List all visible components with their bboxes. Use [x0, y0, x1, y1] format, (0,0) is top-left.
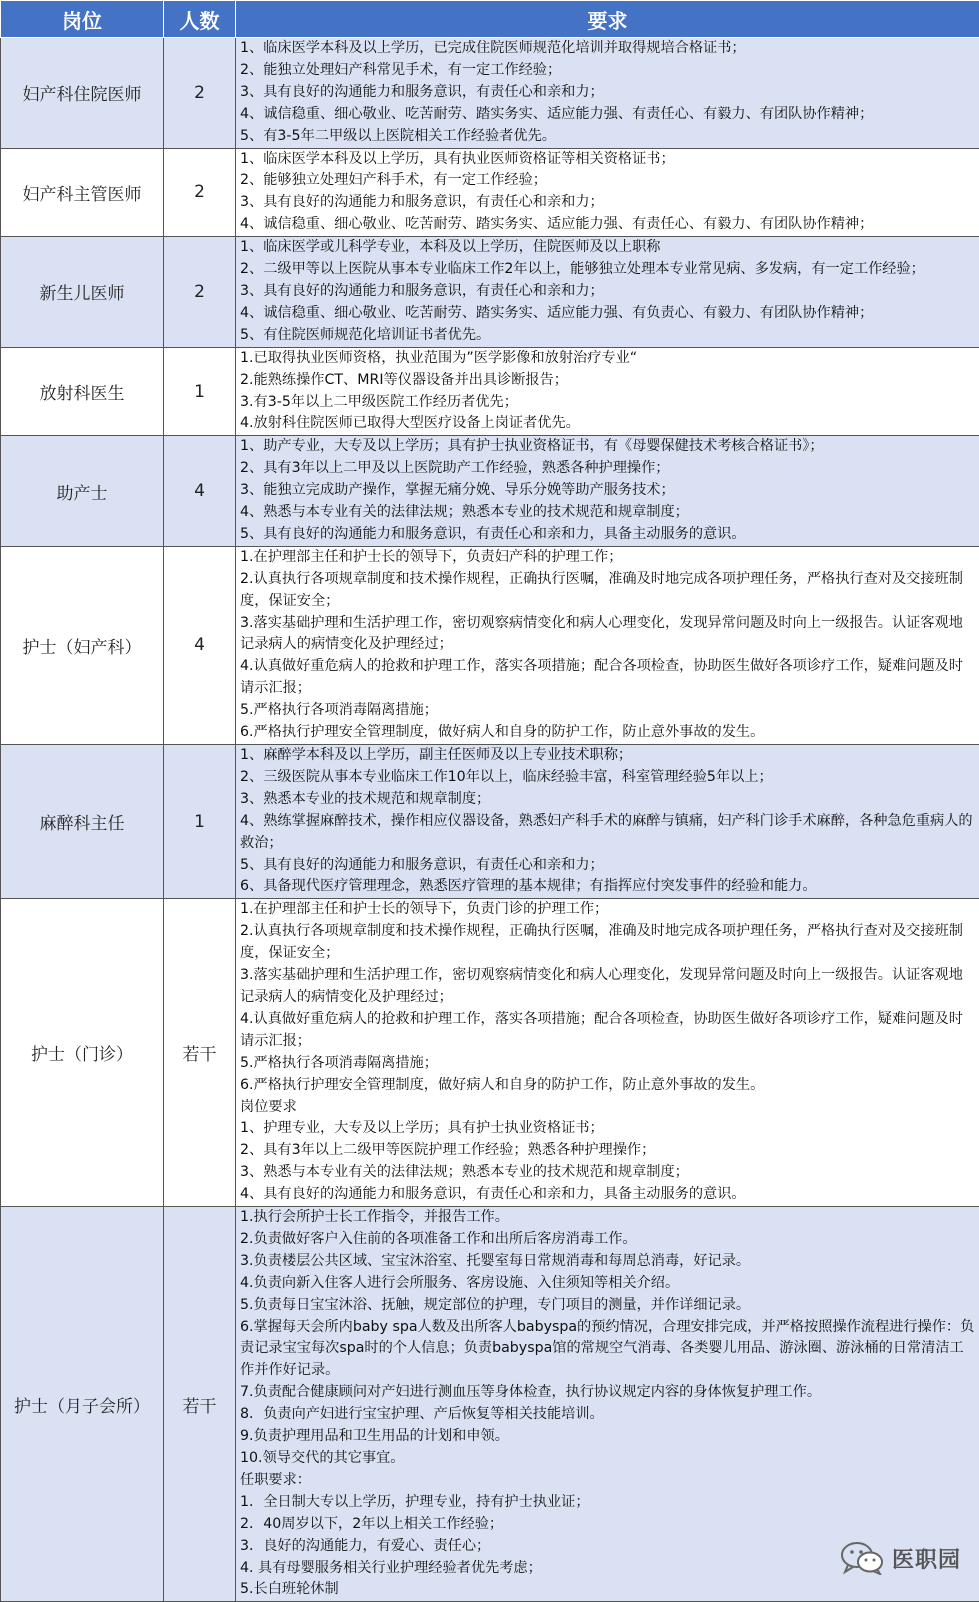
requirement-line: 3、熟悉本专业的技术规范和规章制度； [240, 789, 976, 811]
count-cell: 4 [164, 546, 236, 744]
requirement-line: 3.负责楼层公共区域、宝宝沐浴室、托婴室每日常规消毒和每周总消毒，好记录。 [240, 1251, 976, 1273]
requirement-line: 4、熟悉与本专业有关的法律法规；熟悉本专业的技术规范和规章制度； [240, 502, 976, 524]
requirement-line: 5.负责每日宝宝沐浴、抚触，规定部位的护理，专门项目的测量，并作详细记录。 [240, 1295, 976, 1317]
requirements-cell [236, 546, 979, 744]
requirement-line: 5.严格执行各项消毒隔离措施； [240, 700, 976, 722]
table-row [1, 38, 979, 149]
requirements-cell [236, 148, 979, 237]
requirements-cell [236, 436, 979, 547]
count-cell: 1 [164, 347, 236, 436]
requirement-line: 8．负责向产妇进行宝宝护理、产后恢复等相关技能培训。 [240, 1404, 976, 1426]
requirement-line: 4.认真做好重危病人的抢救和护理工作，落实各项措施；配合各项检查，协助医生做好各项诊疗工作，疑难问题及时请示汇报； [240, 1009, 976, 1053]
table-row [1, 148, 979, 237]
requirement-line: 4、诚信稳重、细心敬业、吃苦耐劳、踏实务实、适应能力强、有负责心、有毅力、有团队协作精神； [240, 303, 976, 325]
requirement-line: 6、具备现代医疗管理理念，熟悉医疗管理的基本规律；有指挥应付突发事件的经验和能力。 [240, 876, 976, 898]
requirement-line: 6.严格执行护理安全管理制度，做好病人和自身的防护工作，防止意外事故的发生。 [240, 722, 976, 744]
requirement-line: 1、临床医学本科及以上学历，具有执业医师资格证等相关资格证书； [240, 149, 976, 171]
header-row [1, 1, 979, 38]
requirement-line: 4.认真做好重危病人的抢救和护理工作，落实各项措施；配合各项检查，协助医生做好各项诊疗工作，疑难问题及时请示汇报； [240, 656, 976, 700]
table-row [1, 436, 979, 547]
watermark-text: 医职园 [892, 1543, 961, 1574]
count-cell: 2 [164, 38, 236, 149]
requirement-line: 5、有3-5年二甲级以上医院相关工作经验者优先。 [240, 126, 976, 148]
requirement-line: 2.能熟练操作CT、MRI等仪器设备并出具诊断报告； [240, 370, 976, 392]
requirement-line: 2、具有3年以上二甲及以上医院助产工作经验，熟悉各种护理操作； [240, 458, 976, 480]
requirement-line: 任职要求： [240, 1470, 976, 1492]
table-row [1, 899, 979, 1207]
requirement-line: 4.放射科住院医师已取得大型医疗设备上岗证者优先。 [240, 413, 976, 435]
position-cell: 助产士 [1, 436, 164, 547]
requirement-line: 4. 具有母婴服务相关行业护理经验者优先考虑； [240, 1558, 976, 1580]
position-cell: 护士（妇产科） [1, 546, 164, 744]
requirement-line: 1、临床医学或儿科学专业，本科及以上学历，住院医师及以上职称 [240, 237, 976, 259]
requirement-line: 2.认真执行各项规章制度和技术操作规程，正确执行医嘱，准确及时地完成各项护理任务，严格执行查对及交接班制度，保证安全； [240, 569, 976, 613]
requirement-line: 2、二级甲等以上医院从事本专业临床工作2年以上，能够独立处理本专业常见病、多发病，有一定工作经验； [240, 259, 976, 281]
requirement-line: 4、具有良好的沟通能力和服务意识，有责任心和亲和力，具备主动服务的意识。 [240, 1184, 976, 1206]
wechat-icon [840, 1541, 886, 1575]
count-cell: 2 [164, 148, 236, 237]
watermark [840, 1541, 961, 1575]
requirement-line: 5、有住院医师规范化培训证书者优先。 [240, 325, 976, 347]
requirements-cell [236, 899, 979, 1207]
header-position: 岗位 [1, 1, 164, 38]
requirement-line: 4、诚信稳重、细心敬业、吃苦耐劳、踏实务实、适应能力强、有责任心、有毅力、有团队协作精神； [240, 104, 976, 126]
requirement-line: 4、诚信稳重、细心敬业、吃苦耐劳、踏实务实、适应能力强、有责任心、有毅力、有团队协作精神； [240, 214, 976, 236]
requirement-line: 5、具有良好的沟通能力和服务意识，有责任心和亲和力； [240, 855, 976, 877]
requirement-line: 1.已取得执业医师资格，执业范围为”医学影像和放射治疗专业“ [240, 348, 976, 370]
requirement-line: 2.负责做好客户入住前的各项准备工作和出所后客房消毒工作。 [240, 1229, 976, 1251]
requirement-line: 2、具有3年以上二级甲等医院护理工作经验；熟悉各种护理操作； [240, 1140, 976, 1162]
requirement-line: 1、临床医学本科及以上学历，已完成住院医师规范化培训并取得规培合格证书； [240, 38, 976, 60]
table-row [1, 745, 979, 899]
requirement-line: 2、能独立处理妇产科常见手术，有一定工作经验； [240, 60, 976, 82]
position-cell: 妇产科住院医师 [1, 38, 164, 149]
requirement-line: 3、具有良好的沟通能力和服务意识，有责任心和亲和力； [240, 82, 976, 104]
header-requirements: 要求 [236, 1, 979, 38]
count-cell: 若干 [164, 1207, 236, 1602]
count-cell: 1 [164, 745, 236, 899]
requirement-line: 3.落实基础护理和生活护理工作，密切观察病情变化和病人心理变化，发现异常问题及时向上一级报告。认证客观地记录病人的病情变化及护理经过； [240, 613, 976, 657]
position-cell: 麻醉科主任 [1, 745, 164, 899]
requirement-line: 1．全日制大专以上学历，护理专业，持有护士执业证； [240, 1492, 976, 1514]
requirement-line: 6.严格执行护理安全管理制度，做好病人和自身的防护工作，防止意外事故的发生。 [240, 1075, 976, 1097]
requirement-line: 4、熟练掌握麻醉技术，操作相应仪器设备，熟悉妇产科手术的麻醉与镇痛，妇产科门诊手术麻醉，各种急危重病人的救治； [240, 811, 976, 855]
requirements-cell [236, 38, 979, 149]
requirement-line: 5.长白班轮休制 [240, 1579, 976, 1601]
requirement-line: 3.落实基础护理和生活护理工作，密切观察病情变化和病人心理变化，发现异常问题及时向上一级报告。认证客观地记录病人的病情变化及护理经过； [240, 965, 976, 1009]
requirement-line: 5、具有良好的沟通能力和服务意识，有责任心和亲和力，具备主动服务的意识。 [240, 524, 976, 546]
requirement-line: 10.领导交代的其它事宜。 [240, 1448, 976, 1470]
count-cell: 2 [164, 237, 236, 348]
requirement-line: 2．40周岁以下，2年以上相关工作经验； [240, 1514, 976, 1536]
requirement-line: 1、助产专业，大专及以上学历；具有护士执业资格证书，有《母婴保健技术考核合格证书》； [240, 436, 976, 458]
position-cell: 护士（门诊） [1, 899, 164, 1207]
count-cell: 若干 [164, 899, 236, 1207]
table-row [1, 546, 979, 744]
requirements-cell [236, 745, 979, 899]
requirement-line: 1.执行会所护士长工作指令，并报告工作。 [240, 1207, 976, 1229]
requirement-line: 3、熟悉与本专业有关的法律法规；熟悉本专业的技术规范和规章制度； [240, 1162, 976, 1184]
requirement-line: 4.负责向新入住客人进行会所服务、客房设施、入住须知等相关介绍。 [240, 1273, 976, 1295]
requirement-line: 5.严格执行各项消毒隔离措施； [240, 1053, 976, 1075]
position-cell: 护士（月子会所） [1, 1207, 164, 1602]
requirements-cell [236, 237, 979, 348]
position-cell: 新生儿医师 [1, 237, 164, 348]
requirement-line: 9.负责护理用品和卫生用品的计划和申领。 [240, 1426, 976, 1448]
requirement-line: 1、麻醉学本科及以上学历，副主任医师及以上专业技术职称； [240, 745, 976, 767]
requirement-line: 2、三级医院从事本专业临床工作10年以上，临床经验丰富，科室管理经验5年以上； [240, 767, 976, 789]
requirement-line: 3.有3-5年以上二甲级医院工作经历者优先； [240, 392, 976, 414]
requirement-line: 3、具有良好的沟通能力和服务意识，有责任心和亲和力； [240, 192, 976, 214]
requirement-line: 3、能独立完成助产操作，掌握无痛分娩、导乐分娩等助产服务技术； [240, 480, 976, 502]
requirement-line: 3、具有良好的沟通能力和服务意识，有责任心和亲和力； [240, 281, 976, 303]
position-cell: 妇产科主管医师 [1, 148, 164, 237]
requirement-line: 3．良好的沟通能力，有爱心、责任心； [240, 1536, 976, 1558]
count-cell: 4 [164, 436, 236, 547]
requirement-line: 岗位要求 [240, 1097, 976, 1119]
requirement-line: 1.在护理部主任和护士长的领导下，负责门诊的护理工作； [240, 899, 976, 921]
position-cell: 放射科医生 [1, 347, 164, 436]
table-row [1, 1207, 979, 1602]
requirement-line: 2、能够独立处理妇产科手术，有一定工作经验； [240, 170, 976, 192]
table-row [1, 347, 979, 436]
requirement-line: 1.在护理部主任和护士长的领导下，负责妇产科的护理工作； [240, 547, 976, 569]
header-count: 人数 [164, 1, 236, 38]
requirements-cell [236, 347, 979, 436]
requirement-line: 2.认真执行各项规章制度和技术操作规程，正确执行医嘱，准确及时地完成各项护理任务，严格执行查对及交接班制度，保证安全； [240, 921, 976, 965]
requirement-line: 6.掌握每天会所内baby spa人数及出所客人babyspa的预约情况，合理安排完成，并严格按照操作流程进行操作：负责记录宝宝每次spa时的个人信息；负责babyspa馆的常规空气消毒、各类婴儿用品、游泳圈、游泳桶的日常清洁工作并作好记录。 [240, 1317, 976, 1383]
table-row [1, 237, 979, 348]
requirement-line: 7.负责配合健康顾问对产妇进行测血压等身体检查，执行协议规定内容的身体恢复护理工作。 [240, 1382, 976, 1404]
requirement-line: 1、护理专业，大专及以上学历；具有护士执业资格证书； [240, 1118, 976, 1140]
